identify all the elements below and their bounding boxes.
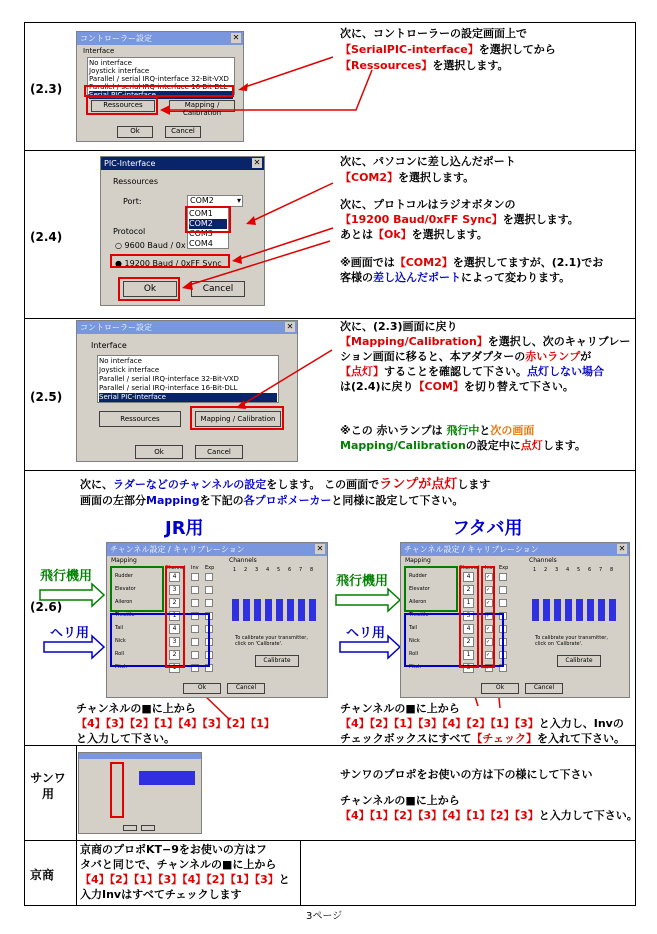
dialog-title: PIC-Interface [101,157,264,170]
close-icon[interactable]: ✕ [316,544,324,553]
instruction-text: 次に、プロトコルはラジオボタンの [340,198,516,211]
radio-19200[interactable]: ● 19200 Baud / 0xFF Sync [115,259,222,268]
channel-number: 3 [255,567,259,573]
channel-input[interactable]: 4 [169,624,180,634]
instruction-text: 【19200 Baud/0xFF Sync】を選択します。 [340,213,579,226]
dialog-title: チャンネル設定 / キャリブレーション [401,543,629,556]
channel-bar [287,599,294,621]
list-item-selected[interactable]: Serial PIC-interface [99,393,277,402]
dialog-title: コントローラー設定 [77,321,297,334]
chevron-down-icon: ▾ [236,196,241,205]
list-item[interactable]: No interface [89,59,132,67]
ok-button[interactable]: Ok [481,683,519,694]
exp-checkbox[interactable] [499,586,507,594]
col-exp: Exp [205,565,215,571]
exp-checkbox[interactable] [205,573,213,581]
channel-bar [543,599,550,621]
channel-input[interactable]: 1 [463,650,474,660]
channel-column-box [110,762,124,818]
note-text: Mapping/Calibrationの設定中に点灯します。 [340,439,586,452]
channel-number: 6 [588,567,592,573]
calibrate-button[interactable]: Calibrate [557,655,601,667]
inv-checkbox[interactable] [191,573,199,581]
col-exp: Exp [499,565,509,571]
ok-button[interactable]: Ok [135,445,183,459]
channel-number: 3 [555,567,559,573]
list-item[interactable]: Parallel / serial IRQ-interface 32-Bit-VXD [99,375,239,383]
channel-input[interactable]: 3 [463,611,474,621]
jr-caption: と入力して下さい。 [76,732,175,745]
inv-checkbox[interactable]: ✓ [485,586,493,594]
channel-input[interactable]: 2 [169,650,180,660]
plane-rows-box [404,566,458,612]
list-item[interactable]: Parallel / serial IRQ-interface 32-Bit-VXD [89,75,229,83]
sanwa-label: サンワ用 [30,771,66,801]
plane-rows-box [110,566,164,612]
channel-bar [254,599,261,621]
kyosho-text: 京商のプロポKT−9をお使いの方はフ [80,843,267,856]
channel-number: 6 [288,567,292,573]
col-inv: Inv [485,565,493,571]
channels-group-label: Channels [529,557,557,564]
channel-number: 8 [610,567,614,573]
cancel-button[interactable]: Cancel [227,683,265,694]
instruction-text: 次に、(2.3)画面に戻り [340,320,458,333]
interface-group-label: Interface [83,47,115,55]
kyosho-label: 京商 [30,868,55,882]
mapping-row-label: Pitch [409,664,422,670]
channel-number: 5 [277,567,281,573]
channel-number: 7 [299,567,303,573]
channel-input[interactable]: 2 [463,637,474,647]
instruction-text: 【Mapping/Calibration】を選択し、次のキャリブレー [340,335,631,348]
cancel-button[interactable]: Cancel [195,445,243,459]
inv-checkbox[interactable] [191,599,199,607]
channel-input[interactable]: 3 [169,637,180,647]
section-label: (2.6) [30,600,63,614]
channel-input[interactable]: 4 [169,572,180,582]
channel-column-box [459,566,479,668]
kyosho-text: タバと同じで、チャンネルの■に上から [80,858,277,871]
list-item[interactable]: COM4 [189,239,213,248]
channel-bar [309,599,316,621]
inv-checkbox[interactable]: ✓ [485,625,493,633]
futaba-title: フタバ用 [452,518,523,539]
channel-number: 2 [544,567,548,573]
radio-9600[interactable]: ○ 9600 Baud / 0x [115,241,186,250]
close-icon[interactable]: ✕ [253,158,261,167]
cancel-button[interactable] [141,825,155,831]
jr-caption: チャンネルの■に上から [76,702,196,715]
cancel-button[interactable]: Cancel [165,126,201,138]
resources-group-label: Ressources [113,177,159,186]
mapping-row-label: Tail [409,625,418,631]
dialog-title [79,753,201,759]
sanwa-text: サンワのプロポをお使いの方は下の様にして下さい [340,768,593,781]
resources-button[interactable]: Ressources [91,100,155,112]
dialog-title: チャンネル設定 / キャリブレーション [107,543,327,556]
mapping-row-label: Rudder [115,573,133,579]
channel-column-box [165,566,185,668]
inv-checkbox[interactable]: ✓ [485,573,493,581]
futaba-caption: チェックボックスにすべて【チェック】を入れて下さい。 [340,732,626,745]
inv-checkbox[interactable]: ✓ [485,599,493,607]
channel-number: 4 [566,567,570,573]
channel-bars [139,771,195,785]
mapping-group-label: Mapping [111,557,137,564]
protocol-group-label: Protocol [113,227,146,236]
close-icon[interactable]: ✕ [232,33,240,42]
list-item[interactable]: Joystick interface [99,366,160,374]
intro-text: 画面の左部分Mappingを下記の各プロポメーカーと同様に設定して下さい。 [80,494,464,507]
exp-checkbox[interactable] [205,599,213,607]
mapping-row-label: Nick [409,638,420,644]
channel-input[interactable]: 2 [169,598,180,608]
ok-button[interactable]: Ok [123,281,177,297]
instruction-text: 次に、パソコンに差し込んだポート [340,155,516,168]
channel-number: 1 [233,567,237,573]
channel-number: 4 [266,567,270,573]
plane-label: 飛行機用 [336,574,389,589]
list-item[interactable]: COM1 [189,209,213,218]
port-select[interactable]: COM2 ▾ [187,195,243,207]
channel-bar [554,599,561,621]
channel-number: 8 [310,567,314,573]
channel-input[interactable]: 1 [169,663,180,673]
sanwa-text: 【4】【1】【2】【3】【4】【1】【2】【3】と入力して下さい。 [340,809,638,822]
mapping-row-label: Aileron [115,599,133,605]
sanwa-calibration-thumbnail [78,752,202,834]
instruction-text: 【COM2】を選択します。 [340,171,475,184]
channel-bar [587,599,594,621]
list-item[interactable]: COM3 [189,229,213,238]
inv-checkbox[interactable]: ✓ [485,664,493,672]
channel-bar [232,599,239,621]
instruction-text: 【SerialPIC-interface】を選択してから [340,43,556,56]
mapping-button[interactable]: Mapping / Calibration [195,411,281,427]
channel-bar [609,599,616,621]
jr-title: JR用 [165,518,204,539]
channel-bar [598,599,605,621]
futaba-caption: 【4】【2】【1】【3】【4】【2】【1】【3】と入力し、Invの [340,717,624,730]
jr-caption: 【4】【3】【2】【1】【4】【3】【2】【1】 [76,717,275,730]
list-item[interactable]: Joystick interface [89,67,150,75]
col-inv: Inv [191,565,199,571]
close-icon[interactable]: ✕ [618,544,626,553]
channel-input[interactable]: 3 [463,663,474,673]
sanwa-text: チャンネルの■に上から [340,794,460,807]
ok-button[interactable] [123,825,137,831]
channel-number: 5 [577,567,581,573]
channel-bar [298,599,305,621]
col-channel: Channel [459,565,480,571]
channel-number: 2 [244,567,248,573]
instruction-text: ション画面に移ると、本アダプターの赤いランプが [340,350,592,363]
ok-button[interactable]: Ok [183,683,221,694]
close-icon[interactable]: ✕ [286,322,294,331]
cancel-button[interactable]: Cancel [525,683,563,694]
list-item-selected[interactable]: Serial PIC-interface [89,91,233,99]
section-label: (2.4) [30,230,63,244]
port-label: Port: [123,197,142,206]
channel-input[interactable]: 2 [463,585,474,595]
channel-input[interactable]: 1 [463,598,474,608]
inv-checkbox[interactable]: ✓ [485,638,493,646]
mapping-row-label: Roll [115,651,125,657]
mapping-button[interactable]: Mapping / Calibration [169,100,235,112]
note-text: ※画面では【COM2】を選択してますが、(2.1)でお [340,256,604,269]
dialog-title: コントローラー設定 [77,32,243,45]
channel-input[interactable]: 4 [463,572,474,582]
list-item[interactable]: Parallel / serial IRQ-interface 16-Bit-DLL [99,384,238,392]
exp-checkbox[interactable] [499,573,507,581]
channel-bar [265,599,272,621]
resources-button[interactable]: Ressources [99,411,181,427]
mapping-row-label: Elevator [115,586,136,592]
inv-checkbox[interactable]: ✓ [485,651,493,659]
intro-text: 次に、ラダーなどのチャンネルの設定をします。 この画面でランプが点灯します [80,477,491,492]
heli-label: ヘリ用 [346,626,386,641]
calibrate-button[interactable]: Calibrate [255,655,299,667]
mapping-row-label: Throttle [409,612,429,618]
exp-checkbox[interactable] [205,586,213,594]
channel-bar [243,599,250,621]
section-label: (2.5) [30,390,63,404]
channel-bar [565,599,572,621]
calibrate-hint: To calibrate your transmitter, click on 'Calibrate'. [235,635,308,647]
ok-button[interactable]: Ok [117,126,153,138]
instruction-text: 【Ressources】を選択します。 [340,59,509,72]
channel-bar [576,599,583,621]
mapping-row-label: Nick [115,638,126,644]
channel-number: 1 [533,567,537,573]
exp-checkbox[interactable] [499,599,507,607]
mapping-row-label: Elevator [409,586,430,592]
channel-input[interactable]: 4 [463,624,474,634]
mapping-row-label: Aileron [409,599,427,605]
list-item[interactable]: Parallel / serial IRQ-interface 16-Bit-DLL [89,83,228,91]
calibrate-hint: To calibrate your transmitter, click on 'Calibrate'. [535,635,608,647]
instruction-text: 【点灯】することを確認して下さい。点灯しない場合 [340,365,604,378]
mapping-row-label: Rudder [409,573,427,579]
inv-checkbox[interactable]: ✓ [485,612,493,620]
list-item[interactable]: No interface [99,357,142,365]
futaba-caption: チャンネルの■に上から [340,702,460,715]
list-item-selected[interactable]: COM2 [189,219,227,229]
mapping-row-label: Throttle [115,612,135,618]
mapping-group-label: Mapping [405,557,431,564]
inv-checkbox[interactable] [191,586,199,594]
channel-number: 7 [599,567,603,573]
instruction-text: 次に、コントローラーの設定画面上で [340,27,527,40]
page-number: 3ページ [306,911,343,922]
section-label: (2.3) [30,82,63,96]
mapping-row-label: Roll [409,651,419,657]
channel-bar [276,599,283,621]
mapping-row-label: Tail [115,625,124,631]
inv-column-box [481,566,495,668]
channels-group-label: Channels [229,557,257,564]
instruction-text: は(2.4)に戻り【COM】を切り替えて下さい。 [340,380,574,393]
note-text: ※この 赤いランプは 飛行中と次の画面 [340,424,535,437]
kyosho-text: 【4】【2】【1】【3】【4】【2】【1】【3】と [80,873,290,886]
heli-label: ヘリ用 [50,626,90,641]
plane-label: 飛行機用 [40,569,93,584]
cancel-button[interactable]: Cancel [191,281,245,297]
channel-input[interactable]: 3 [169,585,180,595]
mapping-row-label: Pitch [115,664,128,670]
channel-input[interactable]: 1 [169,611,180,621]
kyosho-text: 入力Invはすべてチェックします [80,888,242,901]
channel-bar [532,599,539,621]
interface-group-label: Interface [91,341,127,350]
heli-rows-box [110,613,210,667]
note-text: 客様の差し込んだポートによって変わります。 [340,271,571,284]
instruction-text: あとは【Ok】を選択します。 [340,228,488,241]
col-channel: Channel [165,565,186,571]
